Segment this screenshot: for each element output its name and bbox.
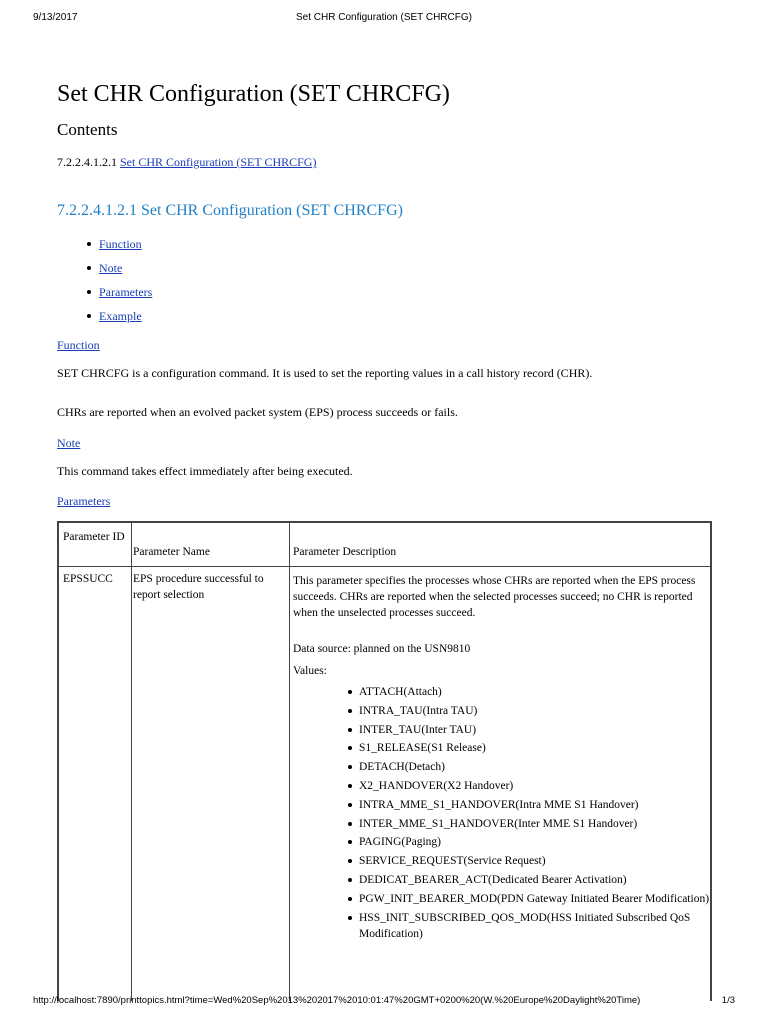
header-parameter-name: Parameter Name — [133, 546, 210, 558]
toc-entry — [57, 154, 316, 170]
function-text: SET CHRCFG is a configuration command. It is used to set the reporting values in a call history record (CHR). — [57, 366, 593, 380]
table-column-separator — [131, 523, 132, 1001]
print-header — [0, 12, 768, 26]
contents-heading: Contents — [57, 120, 118, 139]
parameters-link[interactable]: Parameters — [99, 285, 153, 299]
param-id-cell: EPSSUCC — [63, 573, 113, 585]
param-description-text: This parameter specifies the processes whose CHRs are reported when the EPS process succeeds. CHRs are reported when the selected processes succeed; no CHR is reported when the unselected processes succeed. — [293, 575, 696, 619]
example-link[interactable]: Example — [99, 309, 142, 323]
list-item: HSS_INIT_SUBSCRIBED_QOS_MOD(HSS Initiated Subscribed QoS Modification) — [359, 910, 719, 942]
print-date: 9/13/2017 — [33, 12, 78, 23]
page-title: Set CHR Configuration (SET CHRCFG) — [57, 81, 450, 107]
parameters-table — [57, 521, 712, 1001]
note-text: This command takes effect immediately after being executed. — [57, 464, 353, 478]
function-heading-link[interactable]: Function — [57, 338, 100, 352]
print-url: http://localhost:7890/printtopics.html?time=Wed%20Sep%2013%202017%2010:01:47%20GMT+0200%20(W.%20Europe%20Daylight%20Time) — [33, 995, 641, 1006]
list-item: INTRA_TAU(Intra TAU) — [359, 703, 719, 719]
parameters-heading-link[interactable]: Parameters — [57, 494, 111, 508]
list-item — [99, 308, 152, 332]
list-item — [99, 260, 152, 284]
list-item: SERVICE_REQUEST(Service Request) — [359, 853, 719, 869]
toc-entry-link[interactable]: Set CHR Configuration (SET CHRCFG) — [120, 155, 317, 169]
list-item: PGW_INIT_BEARER_MOD(PDN Gateway Initiated Bearer Modification) — [359, 891, 719, 907]
list-item: INTER_TAU(Inter TAU) — [359, 722, 719, 738]
table-header-separator — [59, 566, 710, 567]
section-link-list — [99, 236, 152, 332]
param-name-cell: EPS procedure successful to report selection — [133, 573, 264, 601]
toc-entry-number: 7.2.2.4.1.2.1 — [57, 155, 117, 169]
param-data-source: Data source: planned on the USN9810 — [293, 643, 471, 655]
section-heading: 7.2.2.4.1.2.1 Set CHR Configuration (SET CHRCFG) — [57, 202, 403, 219]
list-item — [99, 284, 152, 308]
list-item: PAGING(Paging) — [359, 834, 719, 850]
note-heading-link[interactable]: Note — [57, 436, 81, 450]
list-item: INTRA_MME_S1_HANDOVER(Intra MME S1 Handover) — [359, 797, 719, 813]
list-item: S1_RELEASE(S1 Release) — [359, 740, 719, 756]
list-item: DETACH(Detach) — [359, 759, 719, 775]
function-link[interactable]: Function — [99, 237, 142, 251]
note-link[interactable]: Note — [99, 261, 123, 275]
list-item: INTER_MME_S1_HANDOVER(Inter MME S1 Handover) — [359, 816, 719, 832]
param-values-label: Values: — [293, 665, 327, 677]
function-text-eps: CHRs are reported when an evolved packet system (EPS) process succeeds or fails. — [57, 405, 458, 419]
list-item: DEDICAT_BEARER_ACT(Dedicated Bearer Activation) — [359, 872, 719, 888]
list-item: X2_HANDOVER(X2 Handover) — [359, 778, 719, 794]
print-page-number: 1/3 — [721, 995, 735, 1006]
list-item — [99, 236, 152, 260]
print-page-title: Set CHR Configuration (SET CHRCFG) — [296, 12, 472, 23]
header-parameter-id: Parameter ID — [63, 531, 125, 543]
list-item: ATTACH(Attach) — [359, 684, 719, 700]
header-parameter-description: Parameter Description — [293, 546, 397, 558]
table-column-separator — [289, 523, 290, 1001]
param-values-list — [359, 684, 719, 944]
print-footer — [0, 995, 768, 1009]
